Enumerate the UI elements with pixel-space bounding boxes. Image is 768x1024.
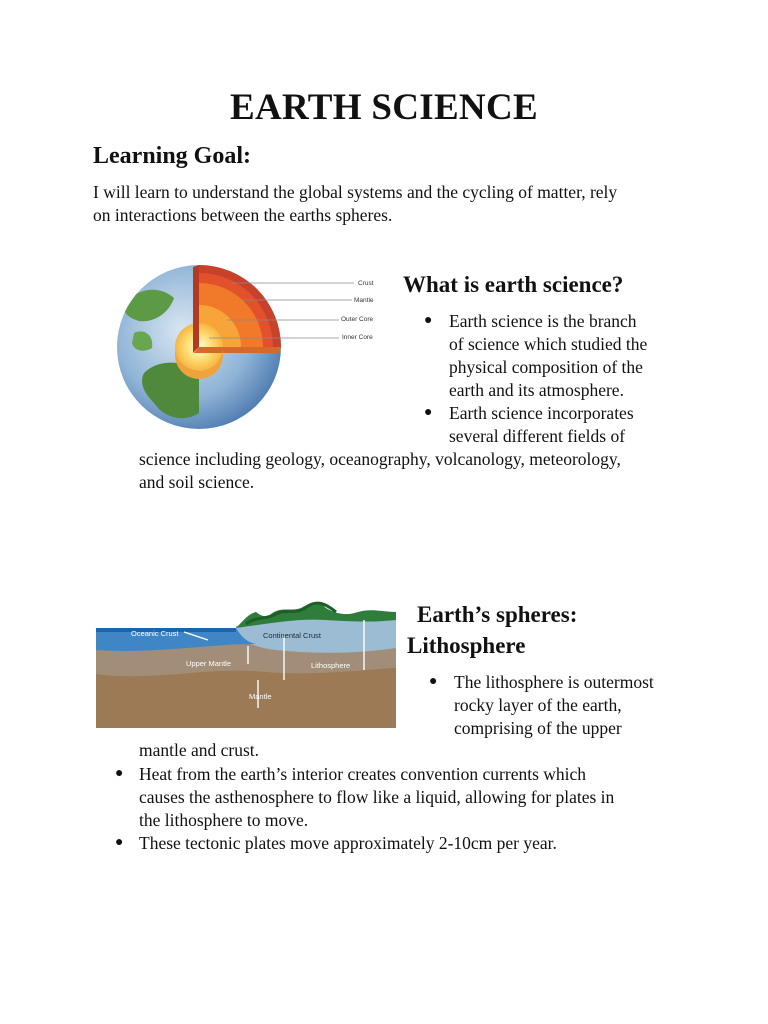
section2-bullet1 xyxy=(454,671,654,740)
crust-label: Crust xyxy=(358,280,374,287)
learning-goal-heading: Learning Goal: xyxy=(93,143,252,169)
crust-layer xyxy=(194,347,281,353)
text-line: Earth science is the branch xyxy=(449,311,637,331)
lithosphere-label: Lithosphere xyxy=(311,661,351,670)
text-line: physical composition of the xyxy=(449,357,643,377)
text-line: causes the asthenosphere to flow like a liquid, allowing for plates in xyxy=(139,787,615,807)
section-heading-what-is-earth-science: What is earth science? xyxy=(403,272,624,297)
bullet-icon: ● xyxy=(429,674,438,689)
text-line: earth and its atmosphere. xyxy=(449,380,624,400)
section1-bullet2 xyxy=(449,402,634,448)
lithosphere-figure xyxy=(96,598,396,728)
section2-bullet3 xyxy=(139,832,557,855)
learning-goal-text xyxy=(93,181,693,227)
section-heading-earths-spheres: Earth’s spheres: xyxy=(417,602,578,627)
text-line: comprising of the upper xyxy=(454,718,622,738)
oceanic-crust-label: Oceanic Crust xyxy=(131,629,179,638)
inner-core-label: Inner Core xyxy=(342,334,373,341)
page-title: EARTH SCIENCE xyxy=(230,87,538,128)
text-line: Earth science incorporates xyxy=(449,403,634,423)
section1-bullet1 xyxy=(449,310,647,402)
crust-layer xyxy=(193,265,199,353)
bullet-icon: ● xyxy=(424,313,433,328)
text-line: the lithosphere to move. xyxy=(139,810,309,830)
bullet-icon: ● xyxy=(115,835,124,850)
text-line: rocky layer of the earth, xyxy=(454,695,622,715)
text-line: These tectonic plates move approximately 2-10cm per year. xyxy=(139,833,557,853)
text-line: Heat from the earth’s interior creates convention currents which xyxy=(139,764,587,784)
text-line: The lithosphere is outermost xyxy=(454,672,654,692)
mantle-label: Mantle xyxy=(354,297,374,304)
text-line: several different fields of xyxy=(449,426,626,446)
bullet-icon: ● xyxy=(424,405,433,420)
bullet-icon: ● xyxy=(115,766,124,781)
text-line: mantle and crust. xyxy=(139,740,260,760)
continental-crust-label: Continental Crust xyxy=(263,631,321,640)
mantle-label: Mantle xyxy=(249,692,272,701)
section-heading-lithosphere: Lithosphere xyxy=(407,633,526,658)
section2-bullet2 xyxy=(139,763,614,832)
text-line: science including geology, oceanography, volcanology, meteorology, xyxy=(139,449,621,469)
outer-core-label: Outer Core xyxy=(341,316,374,323)
text-line: of science which studied the xyxy=(449,334,648,354)
section1-bullet2-continued xyxy=(139,448,621,494)
section2-bullet1-continued xyxy=(139,739,259,762)
learning-goal-line: I will learn to understand the global systems and the cycling of matter, rely xyxy=(93,182,618,202)
learning-goal-line: on interactions between the earths spheres. xyxy=(93,205,393,225)
text-line: and soil science. xyxy=(139,472,255,492)
upper-mantle-label: Upper Mantle xyxy=(186,659,232,668)
earth-layers-figure xyxy=(114,263,384,433)
